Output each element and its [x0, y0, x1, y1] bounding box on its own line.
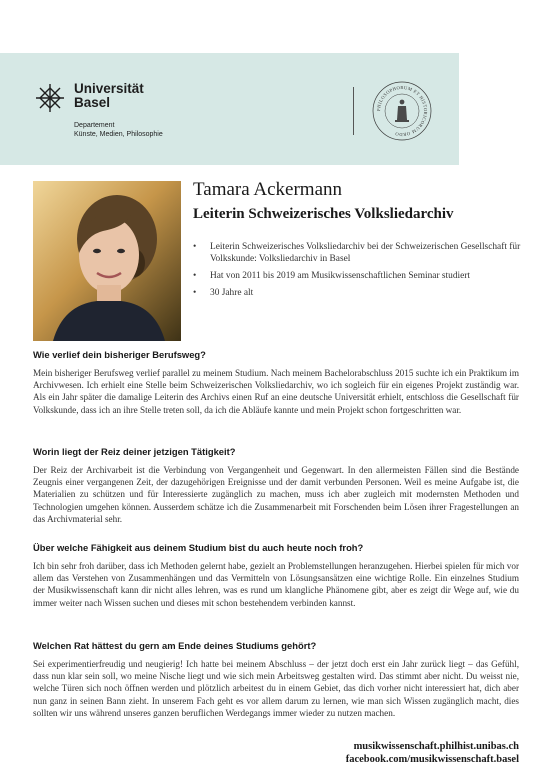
bullet: •: [193, 271, 197, 281]
qa-block-4: [33, 640, 519, 719]
seal-text: PHILOSOPHORUM ET HISTORICORUM ORDO: [375, 84, 429, 138]
qa-block-2: [33, 446, 519, 525]
question-heading: Worin liegt der Reiz deiner jetzigen Tätigkeit?: [33, 446, 236, 457]
bullet: •: [193, 288, 197, 298]
fact-list: [193, 241, 523, 304]
faculty-seal-icon: [371, 80, 433, 142]
answer-text: Mein bisheriger Berufsweg verlief parallel zu meinem Studium. Nach meinem Bachelorabschluss 2015 suchte ich ein Praktikum im Archivwesen. Ich erhielt eine Stelle beim Schweizerischen Volksliedarchiv, wo ich sogleich für ein eigenes Projekt zuständig war. Als ein Jahr später die damalige Leiterin des Archivs einen Ruf an eine deutsche Universität erhielt, entschloss die Gesellschaft für Volkskunde, dass ich an ihre Stelle treten soll, da ich die Abläufe kannte und mein Projekt schon fortgeschritten war.: [33, 368, 519, 415]
department-label: Departement Künste, Medien, Philosophie: [74, 122, 163, 138]
university-name: Universität Basel: [74, 81, 144, 110]
question-heading: Wie verlief dein bisheriger Berufsweg?: [33, 349, 206, 360]
answer-text: Ich bin sehr froh darüber, dass ich Methoden gelernt habe, gezielt an Problemstellungen heranzugehen. Hierbei spielen für mich vor allem das Verstehen von Zusammenhängen und das Vermitteln von Lösungsansätzen eine wichtige Rolle. Ein einzelnes Studium der Musikwissenschaft kann dir nicht alles lehren, was es rund um klangliche Phänomene gibt, aber es zeigt dir Wege auf, wie du immer weiter nach Wissen suchen und dieses mit schon bestehendem verbinden kannst.: [33, 561, 519, 608]
person-title: Leiterin Schweizerisches Volksliedarchiv: [193, 206, 454, 222]
question-heading: Welchen Rat hättest du gern am Ende deines Studiums gehört?: [33, 640, 317, 651]
person-name: Tamara Ackermann: [193, 179, 343, 200]
list-item: • Leiterin Schweizerisches Volksliedarchiv bei der Schweizerischen Gesellschaft für Volkskunde: Volksliedarchiv in Basel: [193, 242, 521, 264]
website-link[interactable]: musikwissenschaft.philhist.unibas.ch: [353, 741, 519, 752]
qa-block-1: [33, 349, 519, 416]
facebook-link[interactable]: facebook.com/musikwissenschaft.basel: [345, 754, 519, 765]
question-heading: Über welche Fähigkeit aus deinem Studium bist du auch heute noch froh?: [33, 542, 364, 553]
answer-text: Sei experimentierfreudig und neugierig! Ich hatte bei meinem Abschluss – der jetzt doch erst ein Jahr zurück liegt – das Gefühl, dass nun klar sein soll, wo meine Nische liegt und wie sich mein Arbeitsweg gestalten wird. Das stimmt aber nicht. Du weisst nie, welche Türen sich noch öffnen werden und plötzlich arbeitest du in einem Gebiet, das dich vorher nicht interessiert hat, dich aber nun ganz in seinen Bann zieht. In unserem Fach geht es vor allem darum zu lernen, wie man sich Wissen zugänglich macht, dies sollten wir uns während unseres ganzen beruflichen Werdegangs immer wieder zu nutzen machen.: [33, 659, 519, 718]
portrait-photo: [33, 181, 181, 341]
bullet: •: [193, 242, 197, 252]
footer-links: [346, 740, 519, 766]
qa-block-3: [33, 542, 519, 609]
header-divider: [353, 87, 354, 135]
answer-text: Der Reiz der Archivarbeit ist die Verbindung von Vergangenheit und Gegenwart. In den allermeisten Fällen sind die Bestände Zeugnis einer vergangenen Zeit, der dazugehörigen Ereignisse und der damit verbunden Personen. Weil es meine Aufgabe ist, die Materialien zu schützen und für Interessierte zugänglich zu machen, muss ich aber zugleich mit modernsten Methoden und Technologien umgehen können. Ausserdem schätze ich die Zusammenarbeit mit Forschenden beim Lösen ihrer Fragestellungen an das Archivmaterial sehr.: [33, 465, 519, 524]
list-item: • Hat von 2011 bis 2019 am Musikwissenschaftlichen Seminar studiert: [193, 271, 471, 281]
list-item: • 30 Jahre alt: [193, 288, 254, 298]
portrait-illustration: [33, 181, 181, 341]
university-logo-icon: [34, 82, 66, 114]
